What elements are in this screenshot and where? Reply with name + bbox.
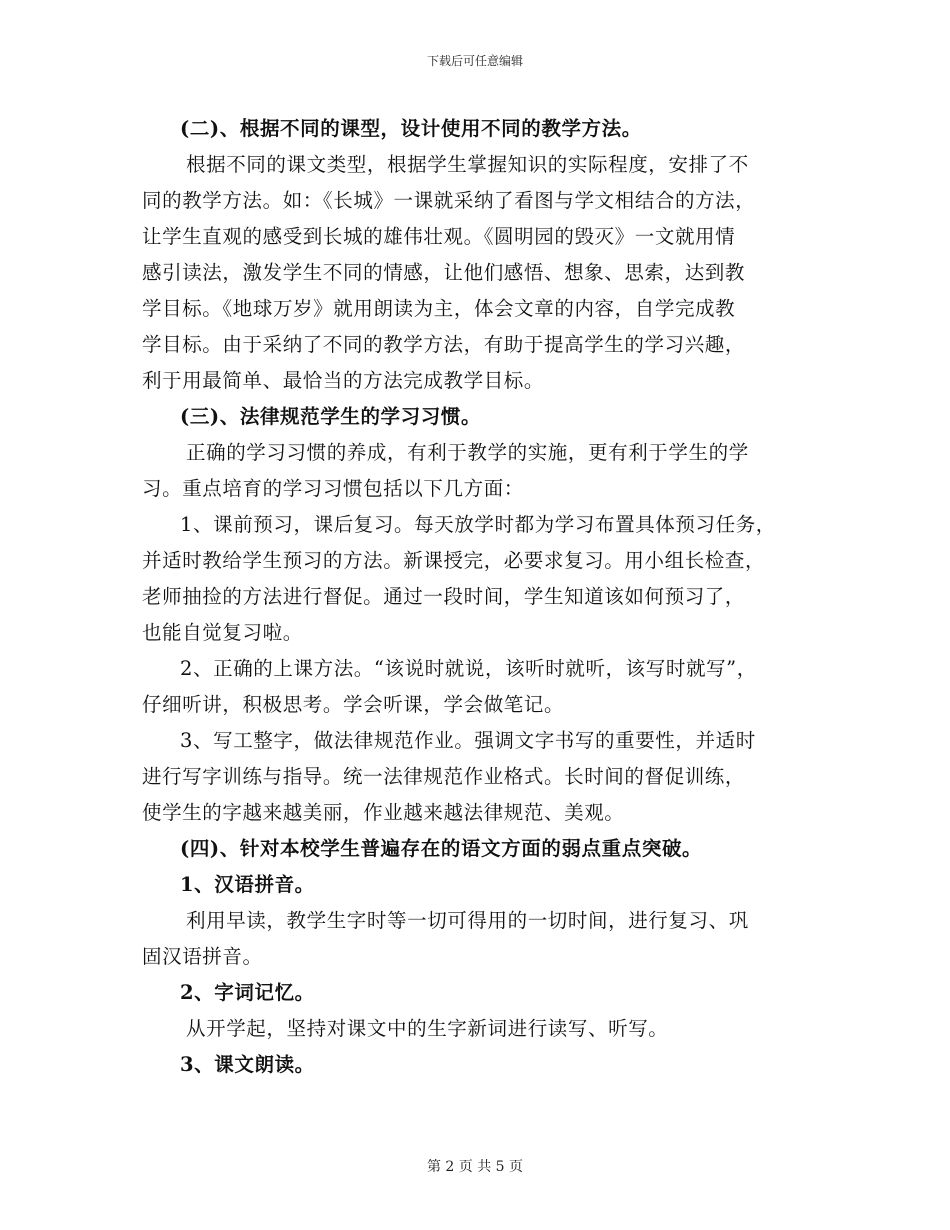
page-header: 下载后可任意编辑	[426, 54, 523, 68]
paragraph-line: 利于用最简单、最恰当的方法完成教学目标。	[142, 369, 545, 392]
list-item-line: 2、正确的上课方法。“该说时就说，该听时就听，该写时就写”，	[180, 657, 757, 680]
section-heading: (三)、法律规范学生的学习习惯。	[180, 405, 482, 428]
paragraph-line: 并适时教给学生预习的方法。新课授完，必要求复习。用小组长检查，	[142, 549, 766, 572]
paragraph-line: 老师抽捡的方法进行督促。通过一段时间，学生知道该如何预习了，	[142, 585, 746, 608]
list-item-line: 1、课前预习，课后复习。每天放学时都为学习布置具体预习任务，	[180, 513, 776, 536]
paragraph-line: 学目标。《地球万岁》就用朗读为主，体会文章的内容，自学完成教	[142, 297, 736, 320]
paragraph-line: 使学生的字越来越美丽，作业越来越法律规范、美观。	[142, 801, 625, 824]
paragraph-line: 利用早读，教学生字时等一切可得用的一切时间，进行复习、巩	[186, 909, 749, 932]
section-heading: (四)、针对本校学生普遍存在的语文方面的弱点重点突破。	[180, 837, 703, 860]
paragraph-line: 根据不同的课文类型，根据学生掌握知识的实际程度，安排了不	[186, 153, 749, 176]
subsection-heading: 1、汉语拼音。	[180, 873, 315, 896]
paragraph-line: 进行写字训练与指导。统一法律规范作业格式。长时间的督促训练，	[142, 765, 746, 788]
paragraph-line: 同的教学方法。如：《长城》一课就采纳了看图与学文相结合的方法，	[142, 189, 756, 212]
paragraph-line: 学目标。由于采纳了不同的教学方法，有助于提高学生的学习兴趣，	[142, 333, 746, 356]
paragraph-line: 也能自觉复习啦。	[142, 621, 303, 644]
paragraph-line: 仔细听讲，积极思考。学会听课，学会做笔记。	[142, 693, 565, 716]
paragraph-line: 从开学起，坚持对课文中的生字新词进行读写、听写。	[186, 1017, 669, 1040]
paragraph-line: 正确的学习习惯的养成，有利于教学的实施，更有利于学生的学	[186, 441, 749, 464]
paragraph-line: 固汉语拼音。	[142, 945, 263, 968]
paragraph-line: 让学生直观的感受到长城的雄伟壮观。《圆明园的毁灭》一文就用情	[142, 225, 736, 248]
paragraph-line: 习。重点培育的学习习惯包括以下几方面：	[142, 477, 524, 500]
section-heading: (二)、根据不同的课型，设计使用不同的教学方法。	[180, 117, 642, 140]
paragraph-line: 感引读法，激发学生不同的情感，让他们感悟、想象、思索，达到教	[142, 261, 746, 284]
document-body	[142, 111, 818, 1083]
subsection-heading: 2、字词记忆。	[180, 981, 315, 1004]
page-footer: 第 2 页 共 5 页	[426, 1159, 524, 1175]
list-item-line: 3、写工整字，做法律规范作业。强调文字书写的重要性，并适时	[180, 729, 756, 752]
subsection-heading: 3、课文朗读。	[180, 1053, 315, 1076]
